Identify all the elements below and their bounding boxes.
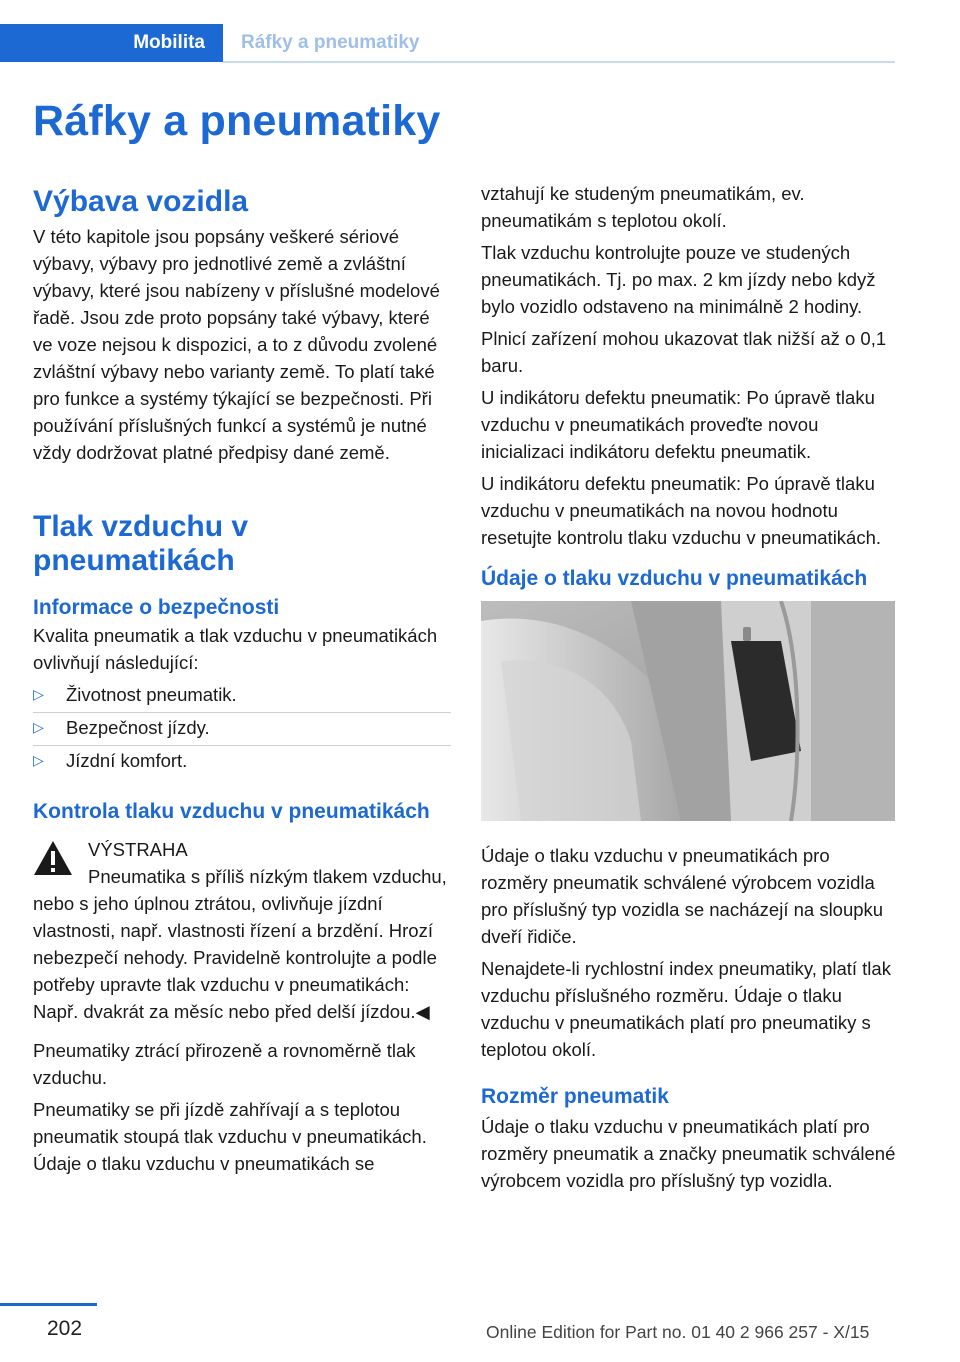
bullet-list	[33, 681, 451, 780]
paragraph: Údaje o tlaku vzduchu v pneumatikách pro rozměry pneumatik schválené výrobcem vozidla pro příslušný typ vozidla se nacházejí na sloupku dveří řidiče.	[481, 845, 884, 947]
paragraph: Plnicí zařízení mohou ukazovat tlak nižší až o 0,1 baru.	[481, 328, 887, 376]
tire-data-heading: Údaje o tlaku vzduchu v pneumatikách	[481, 567, 868, 590]
equipment-text: V této kapitole jsou popsány veškeré sériové výbavy, výbavy pro jednotlivé země a zvláštní výbavy, které jsou nabízeny v příslušné modelové řadě. Jsou zde proto popsány také výbavy, které ve voze nejsou k dispozici, a to z důvodu zvolené zvláštní výbavy nebo varianty země. To platí také pro funkce a systémy týkající se bezpečnosti. Při používání příslušných funkcí a systémů je nutné vždy dodržovat platné předpisy dané země.	[33, 226, 440, 463]
left-column	[33, 185, 451, 1182]
safety-heading: Informace o bezpečnosti	[33, 596, 280, 619]
divider	[33, 712, 451, 713]
list-item	[33, 714, 451, 747]
page-header	[0, 24, 895, 62]
check-heading: Kontrola tlaku vzduchu v pneumatikách	[33, 800, 430, 823]
warning-block	[33, 836, 451, 1025]
pressure-heading: Tlak vzduchu v pneumatikách	[33, 510, 249, 577]
edition-note: Online Edition for Part no. 01 40 2 966 257 - X/15	[486, 1322, 870, 1342]
paragraph: Tlak vzduchu kontrolujte pouze ve studených pneumatikách. Tj. po max. 2 km jízdy nebo když bylo vozidlo odstaveno na minimálně 2 hodiny.	[481, 242, 876, 317]
triangle-bullet-icon: ▷	[33, 686, 44, 702]
triangle-bullet-icon: ▷	[33, 752, 44, 768]
triangle-bullet-icon: ▷	[33, 719, 44, 735]
footer-rule	[0, 1303, 97, 1306]
list-item-text: Životnost pneumatik.	[66, 684, 237, 705]
paragraph: Pneumatiky ztrácí přirozeně a rovnoměrně tlak vzduchu.	[33, 1040, 416, 1088]
paragraph: U indikátoru defektu pneumatik: Po úpravě tlaku vzduchu v pneumatikách proveďte novou inicializaci indikátoru defektu pneumatik.	[481, 387, 875, 462]
door-pillar-photo	[481, 601, 895, 821]
equipment-heading: Výbava vozidla	[33, 185, 249, 218]
list-item	[33, 681, 451, 714]
header-rule	[223, 61, 895, 63]
divider	[33, 745, 451, 746]
paragraph: Údaje o tlaku vzduchu v pneumatikách platí pro rozměry pneumatik a značky pneumatik schválené výrobcem vozidla pro příslušný typ vozidla.	[481, 1116, 896, 1191]
list-item-text: Jízdní komfort.	[66, 750, 188, 771]
topic-label: Ráfky a pneumatiky	[241, 32, 420, 53]
list-item	[33, 747, 451, 780]
section-tab	[0, 24, 223, 62]
section-label: Mobilita	[133, 32, 205, 53]
warning-text: Pneumatika s příliš nízkým tlakem vzduchu, nebo s jeho úplnou ztrátou, ovlivňuje jízdní vlastnosti, např. vlastnosti řízení a brzdění. Hrozí nebezpečí nehody. Pravidelně kontrolujte a podle potřeby upravte tlak vzduchu v pneumatikách: Např. dvakrát za měsíc nebo před delší jízdou.◀	[33, 866, 447, 1022]
paragraph: Nenajdete-li rychlostní index pneumatiky, platí tlak vzduchu příslušného rozměru. Údaje o tlaku vzduchu v pneumatikách platí pro pneumatiky s teplotou okolí.	[481, 958, 891, 1060]
safety-text: Kvalita pneumatik a tlak vzduchu v pneumatikách ovlivňují následující:	[33, 625, 438, 673]
page-title: Ráfky a pneumatiky	[33, 97, 441, 145]
paragraph: vztahují ke studeným pneumatikám, ev. pneumatikám s teplotou okolí.	[481, 183, 805, 231]
warning-label: VÝSTRAHA	[88, 839, 188, 860]
list-item-text: Bezpečnost jízdy.	[66, 717, 210, 738]
warning-icon	[33, 840, 73, 876]
right-column	[481, 180, 897, 1199]
paragraph: U indikátoru defektu pneumatik: Po úpravě tlaku vzduchu v pneumatikách na novou hodnotu resetujte kontrolu tlaku vzduchu v pneumatikách.	[481, 473, 882, 548]
paragraph: Pneumatiky se při jízdě zahřívají a s teplotou pneumatik stoupá tlak vzduchu v pneumatikách. Údaje o tlaku vzduchu v pneumatikách se	[33, 1099, 427, 1174]
tire-size-heading: Rozměr pneumatik	[481, 1085, 669, 1108]
page-number: 202	[47, 1317, 83, 1340]
